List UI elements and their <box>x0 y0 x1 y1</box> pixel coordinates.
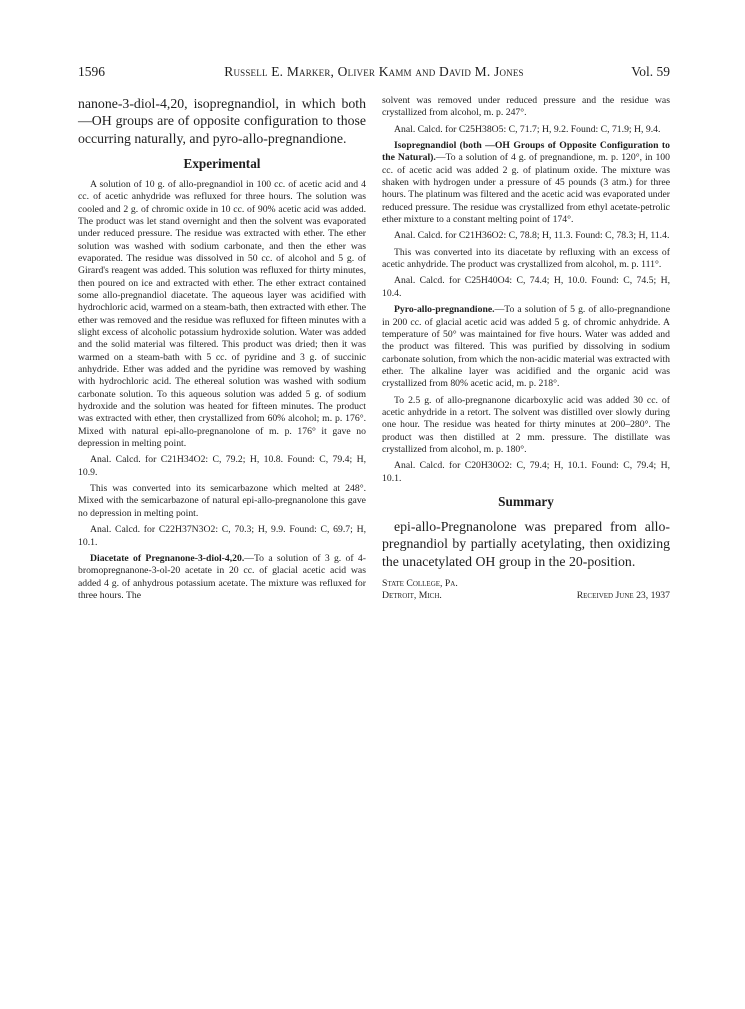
run-in-title: Diacetate of Pregnanone-3-diol-4,20. <box>90 552 245 564</box>
run-in-title: Isopregnandiol (both —OH Groups of Opposite Configuration to the Natural). <box>382 140 670 164</box>
address-line: Detroit, Mich. <box>382 590 442 602</box>
paragraph-pyro-allo-pregnandione <box>382 304 670 390</box>
paragraph-semicarbazone: This was converted into its semicarbazone which melted at 248°. Mixed with the semicarbazone of natural epi-allo-pregnanolone this gave no depression in melting point. <box>78 483 366 519</box>
summary-heading: Summary <box>498 493 554 509</box>
paragraph-dicarboxylic-acid: To 2.5 g. of allo-pregnanone dicarboxylic acid was added 30 cc. of acetic anhydride in a retort. The solvent was distilled over slowly during one hour. The residue was heated for thirty minutes at 200–280°. The product was then distilled at 2 mm. pressure. The distillate was crystallized from alcohol, m. p. 180°. <box>382 394 670 455</box>
paragraph-diacetate <box>78 553 366 602</box>
intro-text: nanone-3-diol-4,20, isopregnandiol, in which both —OH groups are of opposite configuration to those occurring naturally, and pyro-allo-pregnandione. <box>78 96 366 146</box>
address-block <box>382 578 670 603</box>
page-number: 1596 <box>78 64 105 79</box>
paragraph-isopregnandiol <box>382 140 670 226</box>
experimental-heading: Experimental <box>183 155 261 171</box>
summary-text: epi-allo-Pregnanolone was prepared from allo-pregnandiol by partially acetylating, then oxidizing the unacetylated OH group in the 20-position. <box>382 518 670 569</box>
paragraph-body: —To a solution of 4 g. of pregnandione, m. p. 120°, in 100 cc. of acetic acid was added 2 g. of platinum oxide. The mixture was shaken with hydrogen under a pressure of 45 pounds (3 atm.) for three hours. The platinum was filtered and the acetic acid was evaporated under reduced pressure. The residue was crystallized from ethyl acetate-petrolic ether mixture to a constant melting point of 174°. <box>382 152 670 226</box>
left-column <box>78 95 366 602</box>
paragraph-diacetate-conversion: This was converted into its diacetate by refluxing with an excess of acetic anhydride. The product was crystallized from alcohol, m. p. 111°. <box>382 246 670 271</box>
analysis-line: Anal. Calcd. for C20H30O2: C, 79.4; H, 10.1. Found: C, 79.4; H, 10.1. <box>382 460 670 484</box>
volume-label: Vol. 59 <box>631 64 670 79</box>
address-line: State College, Pa. <box>382 577 458 589</box>
right-column <box>382 95 670 603</box>
page-header <box>78 64 670 82</box>
analysis-line: Anal. Calcd. for C25H38O5: C, 71.7; H, 9.2. Found: C, 71.9; H, 9.4. <box>394 123 661 135</box>
analysis-line: Anal. Calcd. for C25H40O4: C, 74.4; H, 10.0. Found: C, 74.5; H, 10.4. <box>382 275 670 299</box>
run-in-title: Pyro-allo-pregnandione. <box>394 304 495 316</box>
paragraph-body: —To a solution of 3 g. of 4-bromopregnanone-3-ol-20 acetate in 20 cc. of glacial acetic acid was added 4 g. of anhydrous potassium acetate. The mixture was refluxed for three hours. The <box>78 552 366 601</box>
analysis-line: Anal. Calcd. for C21H34O2: C, 79.2; H, 10.8. Found: C, 79.4; H, 10.9. <box>78 454 366 478</box>
received-date: Received June 23, 1937 <box>576 590 670 602</box>
paragraph-body: —To a solution of 5 g. of allo-pregnandione in 200 cc. of glacial acetic acid was added 5 g. of chromic anhydride. A temperature of 50° was maintained for five hours. Water was added and the product was filtered. This was purified by dissolving in sodium carbonate solution, from which the non-acidic material was extracted with ether. The alkaline layer was acidified and the organic acid was crystallized from 80% acetic acid, m. p. 218°. <box>382 304 670 390</box>
analysis-line: Anal. Calcd. for C22H37N3O2: C, 70.3; H, 9.9. Found: C, 69.7; H, 10.1. <box>78 524 366 548</box>
paragraph-allo-pregnanolone: A solution of 10 g. of allo-pregnandiol in 100 cc. of acetic acid and 4 cc. of acetic anhydride was refluxed for three hours. The solution was cooled and 2 g. of chromic oxide in 10 cc. of 90% acetic acid was added. The product was let stand overnight and then the solvent was evaporated under reduced pressure. The residue was extracted with ether. The ether solution was washed with sodium carbonate, and then the ether was evaporated. The residue was dissolved in 50 cc. of alcohol and 5 g. of Girard's reagent was added. This solution was refluxed for thirty minutes, then poured on ice and extracted with ether. The ether extract contained some allo-pregnandiol diacetate. The aqueous layer was acidified with hydrochloric acid, warmed on a steam-bath, then extracted with ether. The ether was removed and the residue was refluxed for fifteen minutes with a slight excess of alcoholic potassium hydroxide solution. Water was added and the solid material was filtered. This product was dried; then it was warmed on a steam-bath with 5 cc. of pyridine and 3 g. of succinic anhydride. Ether was added and the pyridine was removed by washing with hydrochloric acid. The ethereal solution was washed with sodium carbonate solution. To this aqueous solution was added 5 g. of sodium hydroxide and the solution was heated for fifteen minutes. The product was extracted with ether, then crystallized from 60% alcohol; m. p. 176°. Mixed with natural epi-allo-pregnanolone of m. p. 176° it gave no depression in melting point. <box>78 178 366 450</box>
paragraph-continued: solvent was removed under reduced pressure and the residue was crystallized from alcohol, m. p. 247°. <box>382 95 670 119</box>
running-head-authors: Russell E. Marker, Oliver Kamm and David M. Jones <box>224 64 524 79</box>
analysis-line: Anal. Calcd. for C21H36O2: C, 78.8; H, 11.3. Found: C, 78.3; H, 11.4. <box>394 230 670 242</box>
